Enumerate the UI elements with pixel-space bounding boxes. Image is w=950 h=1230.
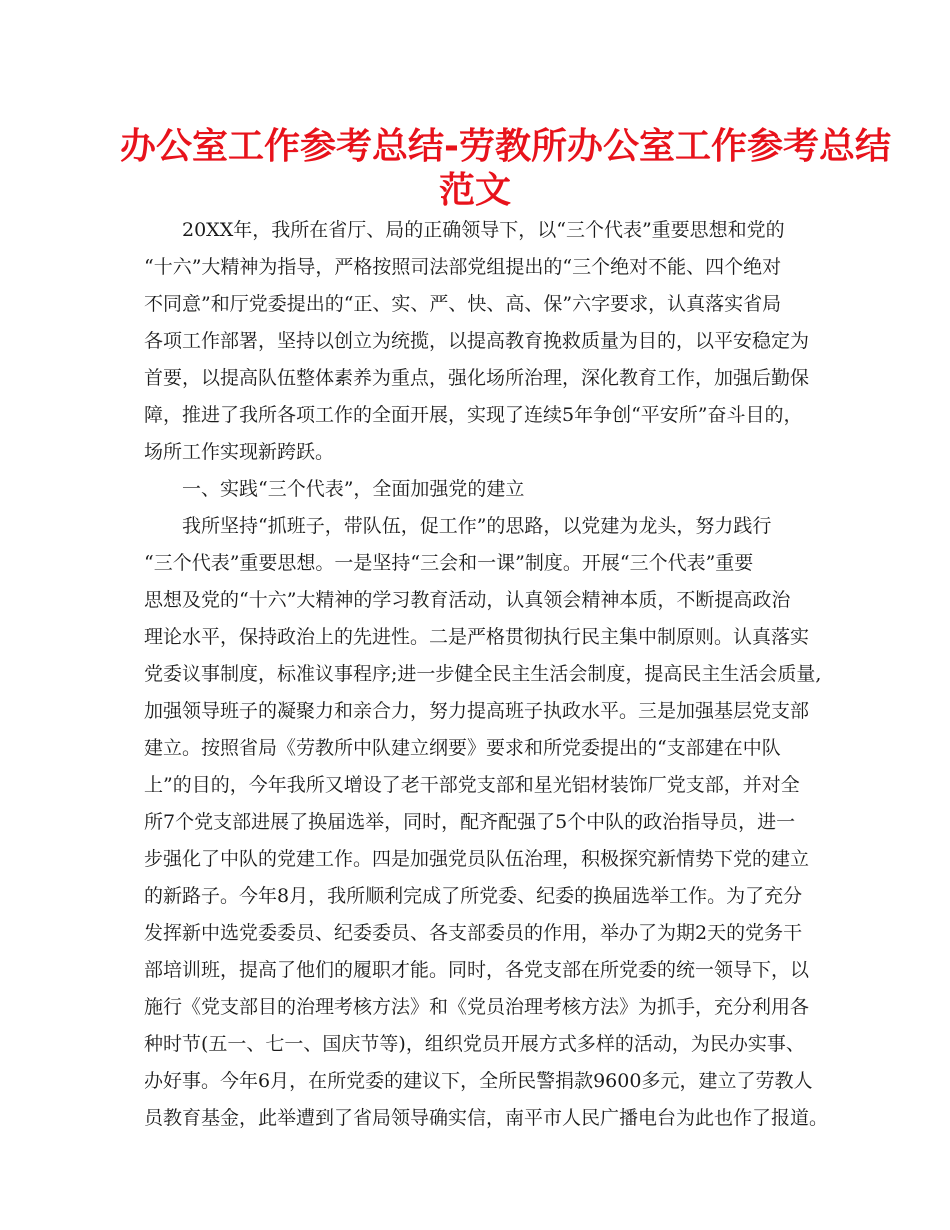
paragraph-line: 发挥新中选党委委员、纪委委员、各支部委员的作用，举办了为期2天的党务干 [144, 922, 803, 944]
paragraph-line: 办好事。今年6月，在所党委的建议下，全所民警捐款9600多元，建立了劳教人 [144, 1070, 813, 1092]
paragraph-line: 各项工作部署，坚持以创立为统揽，以提高教育挽救质量为目的，以平安稳定为 [144, 330, 810, 352]
paragraph-line: 思想及党的“十六”大精神的学习教育活动，认真领会精神本质，不断提高政治 [144, 589, 791, 611]
section-heading: 一、实践“三个代表”，全面加强党的建立 [182, 478, 525, 500]
paragraph-line: 步强化了中队的党建工作。四是加强党员队伍治理，积极探究新情势下党的建立 [144, 848, 810, 870]
paragraph-line: 不同意”和厅党委提出的“正、实、严、快、高、保”六字要求，认真落实省局 [144, 293, 782, 315]
paragraph-line: 首要，以提高队伍整体素养为重点，强化场所治理，深化教育工作，加强后勤保 [144, 367, 810, 389]
paragraph-line: 部培训班，提高了他们的履职才能。同时，各党支部在所党委的统一领导下，以 [144, 959, 810, 981]
paragraph-line: 党委议事制度，标准议事程序;进一步健全民主生活会制度，提高民主生活会质量, [144, 663, 822, 685]
document-title-line-2: 范文 [438, 170, 511, 211]
paragraph-line: 所7个党支部进展了换届选举，同时，配齐配强了5个中队的政治指导员，进一 [144, 811, 796, 833]
paragraph-line: “十六”大精神为指导，严格按照司法部党组提出的“三个绝对不能、四个绝对 [144, 256, 782, 278]
paragraph-line: 种时节(五一、七一、国庆节等)，组织党员开展方式多样的活动，为民办实事、 [144, 1033, 805, 1055]
paragraph-line: 上”的目的，今年我所又增设了老干部党支部和星光铝材装饰厂党支部，并对全 [144, 774, 800, 796]
paragraph-line: 障，推进了我所各项工作的全面开展，实现了连续5年争创“平安所”奋斗目的， [144, 404, 803, 426]
document-title-line-1: 办公室工作参考总结-劳教所办公室工作参考总结 [120, 126, 891, 167]
paragraph-line: 20XX年，我所在省厅、局的正确领导下，以“三个代表”重要思想和党的 [182, 219, 785, 241]
paragraph-line: 建立。按照省局《劳教所中队建立纲要》要求和所党委提出的“支部建在中队 [144, 737, 781, 759]
paragraph-line: 场所工作实现新跨跃。 [144, 441, 335, 463]
paragraph-line: 的新路子。今年8月，我所顺利完成了所党委、纪委的换届选举工作。为了充分 [144, 885, 803, 907]
paragraph-line: “三个代表”重要思想。一是坚持“三会和一课”制度。开展“三个代表”重要 [144, 552, 754, 574]
paragraph-line: 我所坚持“抓班子，带队伍，促工作”的思路，以党建为龙头，努力践行 [182, 515, 772, 537]
paragraph-line: 员教育基金，此举遭到了省局领导确实信，南平市人民广播电台为此也作了报道。 [144, 1107, 829, 1129]
paragraph-line: 加强领导班子的凝聚力和亲合力，努力提高班子执政水平。三是加强基层党支部 [144, 700, 810, 722]
paragraph-line: 理论水平，保持政治上的先进性。二是严格贯彻执行民主集中制原则。认真落实 [144, 626, 810, 648]
paragraph-line: 施行《党支部目的治理考核方法》和《党员治理考核方法》为抓手，充分利用各 [144, 996, 810, 1018]
